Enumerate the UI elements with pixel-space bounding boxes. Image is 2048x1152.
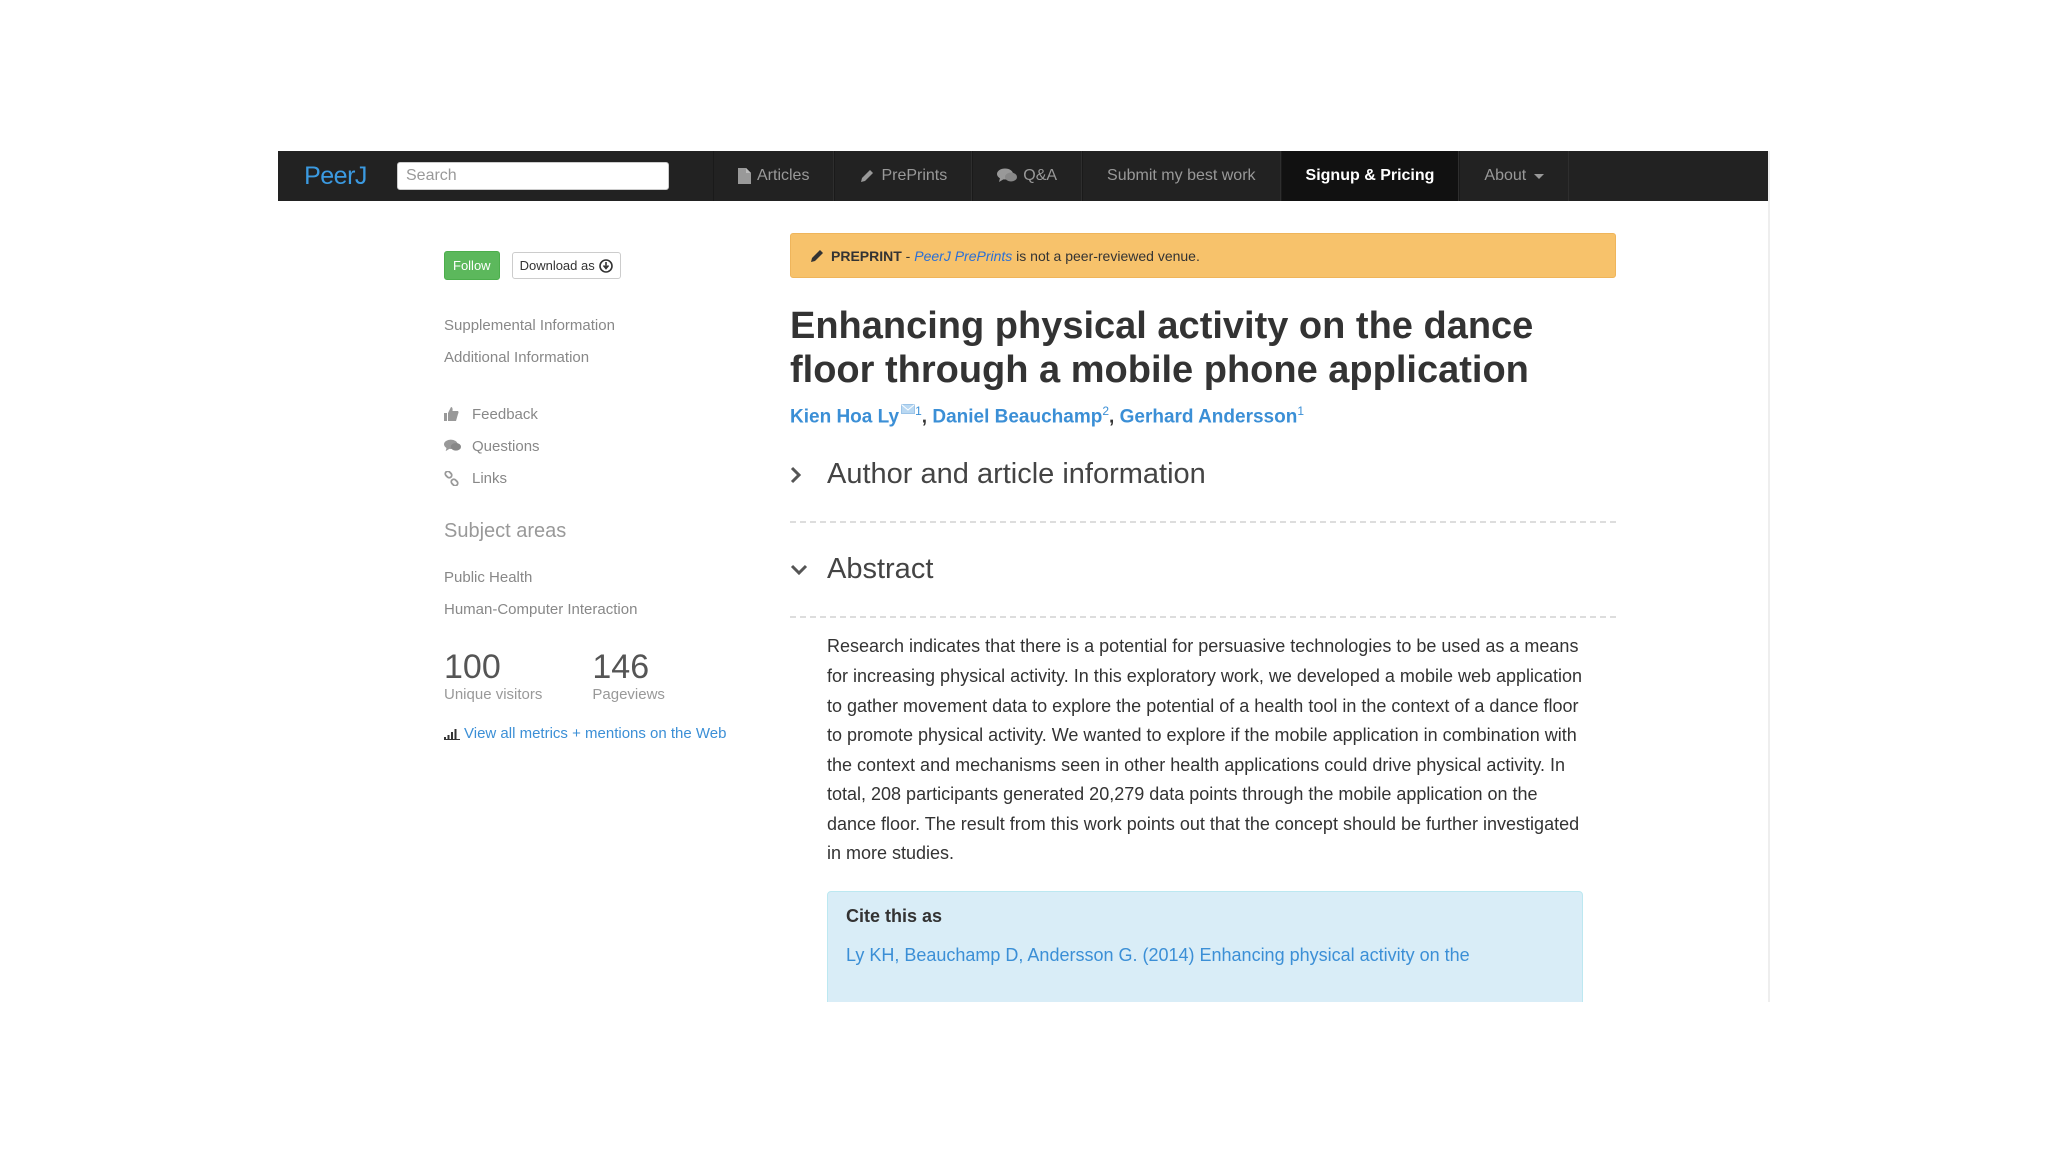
abstract-toggle[interactable] — [790, 523, 1616, 618]
sidebar-buttons — [444, 251, 774, 280]
citation-link[interactable]: Ly KH, Beauchamp D, Andersson G. (2014) Enhancing physical activity on the — [846, 945, 1470, 966]
nav-submit-label: Submit my best work — [1107, 167, 1256, 184]
chevron-down-icon — [790, 564, 827, 576]
brand-logo[interactable]: PeerJ — [304, 161, 367, 190]
nav-about-dropdown[interactable] — [1459, 151, 1569, 201]
caret-down-icon — [1534, 174, 1544, 179]
author-link[interactable]: Daniel Beauchamp — [932, 406, 1103, 428]
bar-chart-icon — [444, 728, 460, 740]
author-list: Kien Hoa Ly $^1$, Daniel Beauchamp$^2$, Gerhard Andersson$^1$ — [790, 404, 1305, 428]
section-links — [444, 310, 774, 374]
subject-areas-list — [444, 562, 774, 626]
stat-value: 100 — [444, 648, 501, 686]
subject-areas-heading: Subject areas — [444, 520, 567, 542]
download-label: Download as — [519, 258, 595, 273]
thumbs-up-icon — [444, 407, 472, 421]
sidebar-actions — [444, 398, 774, 494]
peerj-preprints-link[interactable]: PeerJ PrePrints — [914, 247, 1013, 264]
link-icon — [444, 471, 472, 486]
alert-separator: - — [901, 247, 915, 264]
alert-prefix: PREPRINT — [831, 247, 902, 264]
feedback-label: Feedback — [472, 405, 538, 423]
author-link[interactable]: Kien Hoa Ly — [790, 406, 900, 428]
preprint-alert — [790, 233, 1616, 278]
links-label: Links — [472, 469, 508, 487]
envelope-icon[interactable] — [901, 404, 915, 414]
cite-box — [827, 891, 1583, 1002]
nav-signup-pricing[interactable] — [1281, 151, 1460, 201]
chat-bubbles-icon — [444, 439, 472, 453]
stat-pageviews — [592, 648, 665, 703]
article-stats — [444, 648, 774, 703]
nav-qa-label: Q&A — [1023, 167, 1058, 184]
view-metrics-link[interactable] — [444, 725, 774, 742]
article-main — [790, 233, 1616, 1002]
questions-link[interactable] — [444, 430, 774, 462]
questions-label: Questions — [472, 437, 540, 455]
cite-heading: Cite this as — [846, 906, 943, 927]
nav-submit[interactable] — [1082, 151, 1280, 201]
abstract-text: Research indicates that there is a potential for persuasive technologies to be used as a means for increasing physical activity. In this exploratory work, we developed a mobile web application to gather movement data to explore the potential of a health tool in the context of a dance floor to promote physical activity. We wanted to explore if the mobile application in combination with the context and mechanisms seen in other health applications could drive physical activity. In total, 208 participants generated 20,279 data points through the mobile application on the dance floor. The result from this work points out that the concept should be further investigated in more studies. — [827, 636, 1583, 864]
author-link[interactable]: Gerhard Andersson — [1119, 406, 1298, 428]
author-affiliation: 2 — [1102, 404, 1110, 418]
author-info-toggle[interactable] — [790, 428, 1616, 523]
download-button[interactable] — [512, 252, 621, 279]
alert-suffix: is not a peer-reviewed venue. — [1012, 247, 1200, 264]
subject-public-health[interactable]: Public Health — [444, 569, 533, 586]
chat-bubbles-icon — [997, 168, 1017, 184]
author-affiliation: 1 — [1297, 404, 1305, 418]
additional-info-link[interactable]: Additional Information — [444, 349, 590, 366]
nav-signup-label: Signup & Pricing — [1305, 167, 1435, 184]
feedback-link[interactable] — [444, 398, 774, 430]
nav-about-label: About — [1484, 167, 1527, 184]
search-container — [393, 151, 713, 201]
pencil-icon — [809, 248, 825, 264]
top-navbar — [278, 151, 1770, 201]
nav-preprints-label: PrePrints — [881, 167, 948, 184]
article-title: Enhancing physical activity on the dance floor through a mobile phone application — [790, 305, 1534, 391]
chevron-right-icon — [790, 466, 827, 484]
stat-label: Pageviews — [592, 686, 665, 703]
stat-unique-visitors — [444, 648, 542, 703]
pencil-icon — [859, 168, 875, 184]
nav-preprints[interactable] — [834, 151, 972, 201]
nav-articles[interactable] — [713, 151, 834, 201]
subject-hci[interactable]: Human-Computer Interaction — [444, 601, 638, 618]
stat-label: Unique visitors — [444, 686, 543, 703]
download-circle-icon — [599, 259, 613, 273]
abstract-label: Abstract — [827, 553, 934, 586]
follow-button[interactable]: Follow — [444, 251, 500, 280]
left-sidebar — [444, 251, 774, 742]
supplemental-info-link[interactable]: Supplemental Information — [444, 317, 615, 334]
links-link[interactable] — [444, 462, 774, 494]
author-info-label: Author and article information — [827, 458, 1206, 491]
nav-articles-label: Articles — [757, 167, 810, 184]
view-metrics-label: View all metrics + mentions on the Web — [464, 725, 727, 742]
nav-qa[interactable] — [972, 151, 1082, 201]
browser-viewport — [278, 151, 1770, 1002]
author-affiliation: 1 — [915, 404, 922, 418]
document-icon — [738, 168, 751, 184]
search-input[interactable] — [397, 162, 669, 190]
stat-value: 146 — [592, 648, 650, 686]
